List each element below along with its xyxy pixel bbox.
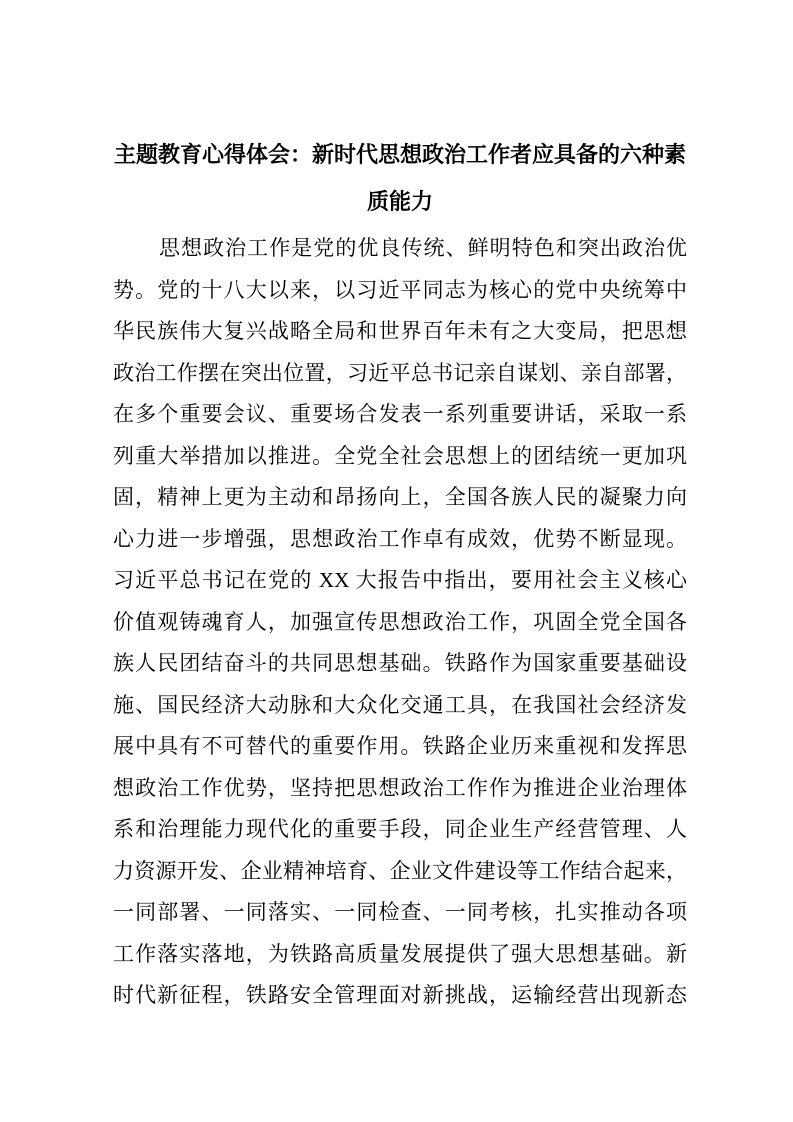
body-text-line: 固，精神上更为主动和昂扬向上，全国各族人民的凝聚力向	[113, 485, 687, 509]
body-text-line: 族人民团结奋斗的共同思想基础。铁路作为国家重要基础设	[113, 651, 687, 675]
body-text-line: 一同部署、一同落实、一同检查、一同考核，扎实推动各项	[113, 900, 687, 924]
body-text-line: 习近平总书记在党的 XX 大报告中指出，要用社会主义核心	[113, 568, 687, 592]
body-text-line: 势。党的十八大以来，以习近平同志为核心的党中央统筹中	[113, 277, 687, 302]
document-title-line: 主题教育心得体会：新时代思想政治工作者应具备的六种素	[113, 142, 686, 167]
body-paragraph	[113, 228, 687, 1017]
body-text-line: 展中具有不可替代的重要作用。铁路企业历来重视和发挥思	[113, 734, 687, 758]
body-text-line: 想政治工作优势，坚持把思想政治工作作为推进企业治理体	[113, 775, 687, 800]
body-text-line: 力资源开发、企业精神培育、企业文件建设等工作结合起来，	[113, 858, 687, 883]
body-text-line: 思想政治工作是党的优良传统、鲜明特色和突出政治优	[159, 236, 687, 260]
body-text-line: 在多个重要会议、重要场合发表一系列重要讲话，采取一系	[113, 402, 687, 426]
body-text-line: 华民族伟大复兴战略全局和世界百年未有之大变局，把思想	[113, 319, 687, 343]
body-text-line: 工作落实落地，为铁路高质量发展提供了强大思想基础。新	[113, 941, 687, 966]
document-title	[113, 131, 687, 225]
document-title-line: 质能力	[366, 189, 433, 214]
body-text-line: 政治工作摆在突出位置，习近平总书记亲自谋划、亲自部署，	[113, 360, 687, 385]
body-text-line: 心力进一步增强，思想政治工作卓有成效，优势不断显现。	[113, 526, 687, 551]
body-text-line: 时代新征程，铁路安全管理面对新挑战，运输经营出现新态	[113, 983, 687, 1007]
body-text-line: 价值观铸魂育人，加强宣传思想政治工作，巩固全党全国各	[113, 609, 687, 634]
body-text-line: 系和治理能力现代化的重要手段，同企业生产经营管理、人	[113, 817, 687, 841]
page-content	[113, 131, 687, 1017]
body-text-line: 施、国民经济大动脉和大众化交通工具，在我国社会经济发	[113, 692, 687, 717]
body-text-line: 列重大举措加以推进。全党全社会思想上的团结统一更加巩	[113, 443, 687, 468]
